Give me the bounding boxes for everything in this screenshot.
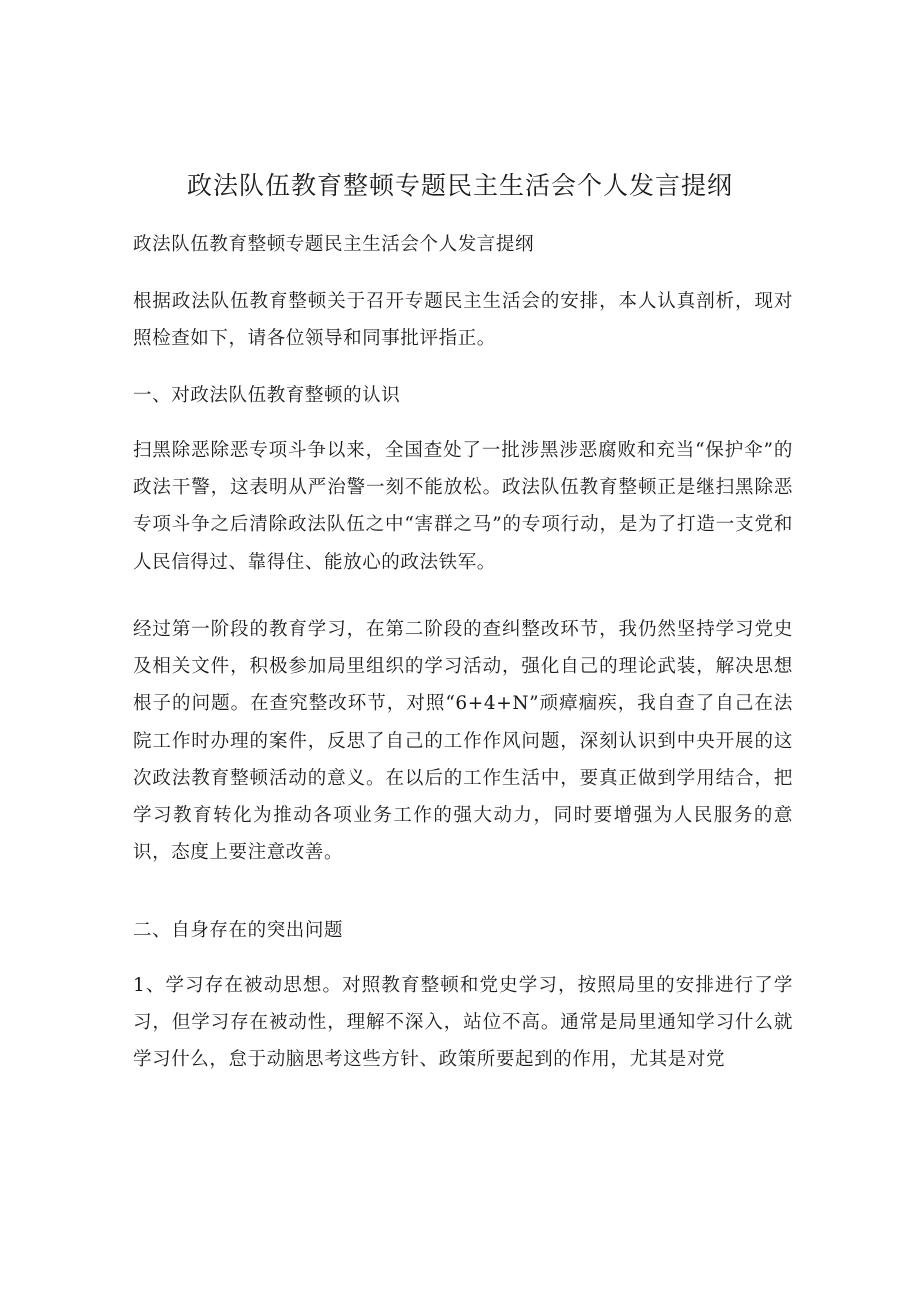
section-1-paragraph-1: 扫黑除恶除恶专项斗争以来，全国查处了一批涉黑涉恶腐败和充当“保护伞”的政法干警，这表明从严治警一刻不能放松。政法队伍教育整顿正是继扫黑除恶专项斗争之后清除政法队伍之中“害群之马”的专项行动，是为了打造一支党和人民信得过、靠得住、能放心的政法铁军。 [133, 440, 793, 573]
section-1-heading: 一、对政法队伍教育整顿的认识 [133, 385, 401, 406]
intro-paragraph: 根据政法队伍教育整顿关于召开专题民主生活会的安排，本人认真剖析，现对照检查如下，请各位领导和同事批评指正。 [133, 291, 793, 350]
section-2-item-1: 1、学习存在被动思想。对照教育整顿和党史学习，按照局里的安排进行了学习，但学习存在被动性，理解不深入，站位不高。通常是局里通知学习什么就学习什么，怠于动脑思考这些方针、政策所要起到的作用，尤其是对党 [133, 975, 793, 1071]
document-title: 政法队伍教育整顿专题民主生活会个人发言提纲 [186, 171, 733, 200]
section-2-heading: 二、自身存在的突出问题 [133, 920, 344, 941]
section-1-paragraph-2: 经过第一阶段的教育学习，在第二阶段的查纠整改环节，我仍然坚持学习党史及相关文件，积极参加局里组织的学习活动，强化自己的理论武装，解决思想根子的问题。在查究整改环节，对照“6+4+N”顽瘴痼疾，我自查了自己在法院工作时办理的案件，反思了自己的工作作风问题，深刻认识到中央开展的这次政法教育整顿活动的意义。在以后的工作生活中，要真正做到学用结合，把学习教育转化为推动各项业务工作的强大动力，同时要增强为人民服务的意识，态度上要注意改善。 [133, 619, 793, 864]
document-subtitle: 政法队伍教育整顿专题民主生活会个人发言提纲 [133, 234, 535, 255]
